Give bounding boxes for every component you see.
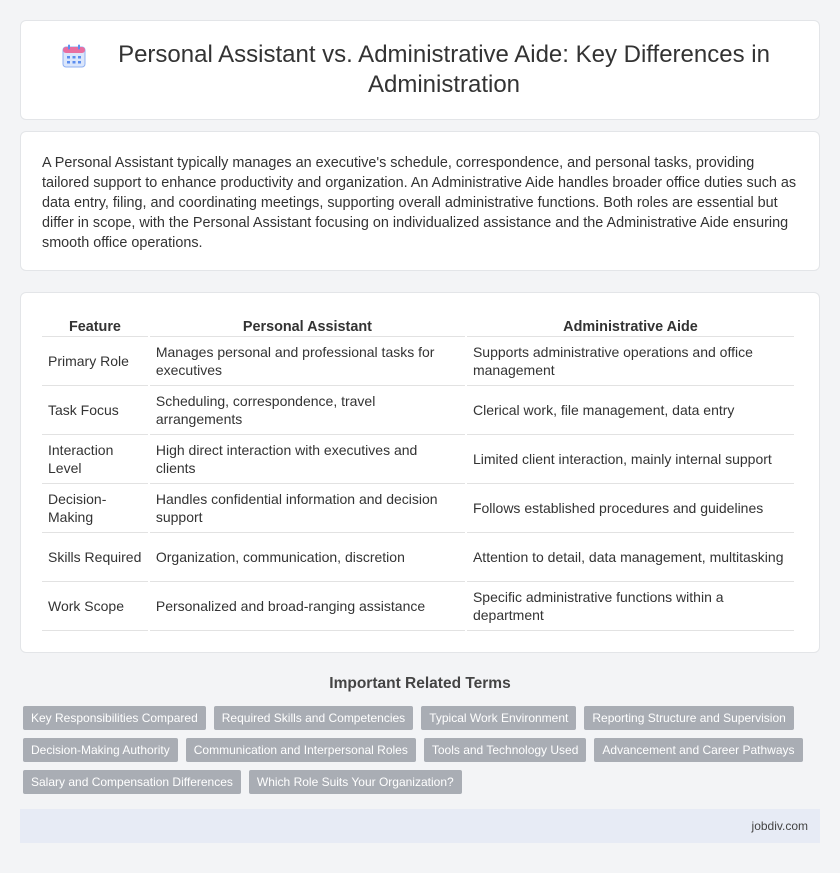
- header-card: [20, 20, 820, 120]
- header-personal-assistant: Personal Assistant: [150, 313, 465, 337]
- comparison-table: [40, 313, 796, 631]
- feature-cell: Task Focus: [42, 386, 148, 435]
- personal-assistant-cell: Manages personal and professional tasks for executives: [150, 337, 465, 386]
- header-feature: Feature: [42, 313, 148, 337]
- tag-which-role[interactable]: Which Role Suits Your Organization?: [249, 770, 462, 794]
- tag-row: [23, 770, 823, 794]
- table-row: [42, 337, 794, 386]
- administrative-aide-cell: Specific administrative functions within a department: [467, 582, 794, 631]
- personal-assistant-cell: High direct interaction with executives and clients: [150, 435, 465, 484]
- table-row: [42, 533, 794, 582]
- intro-text: A Personal Assistant typically manages an executive's schedule, correspondence, and personal tasks, providing tailored support to enhance productivity and organization. An Administrative Aide handles broader office duties such as data entry, filing, and coordinating meetings, supporting overall administrative functions. Both roles are essential but differ in scope, with the Personal Assistant focusing on individualized assistance and the Administrative Aide ensuring smooth office operations.: [42, 155, 797, 251]
- feature-cell: Work Scope: [42, 582, 148, 631]
- administrative-aide-cell: Supports administrative operations and office management: [467, 337, 794, 386]
- page-title: Personal Assistant vs. Administrative Aide: Key Differences in Administration: [118, 41, 770, 98]
- intro-card: [20, 131, 820, 271]
- related-terms-title: Important Related Terms: [329, 675, 511, 692]
- footer-site[interactable]: jobdiv.com: [751, 819, 808, 833]
- tag-tools-technology[interactable]: Tools and Technology Used: [424, 738, 587, 762]
- table-row: [42, 386, 794, 435]
- footer: [20, 809, 820, 843]
- tag-reporting-structure[interactable]: Reporting Structure and Supervision: [584, 706, 793, 730]
- tag-required-skills[interactable]: Required Skills and Competencies: [214, 706, 413, 730]
- tag-row: [23, 738, 823, 762]
- feature-cell: Decision-Making: [42, 484, 148, 533]
- tag-key-responsibilities[interactable]: Key Responsibilities Compared: [23, 706, 206, 730]
- administrative-aide-cell: Clerical work, file management, data entry: [467, 386, 794, 435]
- header-administrative-aide: Administrative Aide: [467, 313, 794, 337]
- feature-cell: Skills Required: [42, 533, 148, 582]
- table-row: [42, 484, 794, 533]
- personal-assistant-cell: Organization, communication, discretion: [150, 533, 465, 582]
- table-row: [42, 435, 794, 484]
- tag-work-environment[interactable]: Typical Work Environment: [421, 706, 576, 730]
- tag-career-pathways[interactable]: Advancement and Career Pathways: [594, 738, 802, 762]
- feature-cell: Interaction Level: [42, 435, 148, 484]
- tag-communication-roles[interactable]: Communication and Interpersonal Roles: [186, 738, 416, 762]
- administrative-aide-cell: Follows established procedures and guidelines: [467, 484, 794, 533]
- table-row: [42, 582, 794, 631]
- calendar-icon: [61, 43, 87, 69]
- tag-salary-differences[interactable]: Salary and Compensation Differences: [23, 770, 241, 794]
- personal-assistant-cell: Scheduling, correspondence, travel arrangements: [150, 386, 465, 435]
- administrative-aide-cell: Attention to detail, data management, multitasking: [467, 533, 794, 582]
- tag-decision-making[interactable]: Decision-Making Authority: [23, 738, 178, 762]
- administrative-aide-cell: Limited client interaction, mainly internal support: [467, 435, 794, 484]
- table-header-row: [42, 313, 794, 337]
- related-terms-tags: [23, 706, 823, 802]
- tag-row: [23, 706, 823, 730]
- personal-assistant-cell: Personalized and broad-ranging assistance: [150, 582, 465, 631]
- feature-cell: Primary Role: [42, 337, 148, 386]
- comparison-table-card: [20, 292, 820, 653]
- personal-assistant-cell: Handles confidential information and decision support: [150, 484, 465, 533]
